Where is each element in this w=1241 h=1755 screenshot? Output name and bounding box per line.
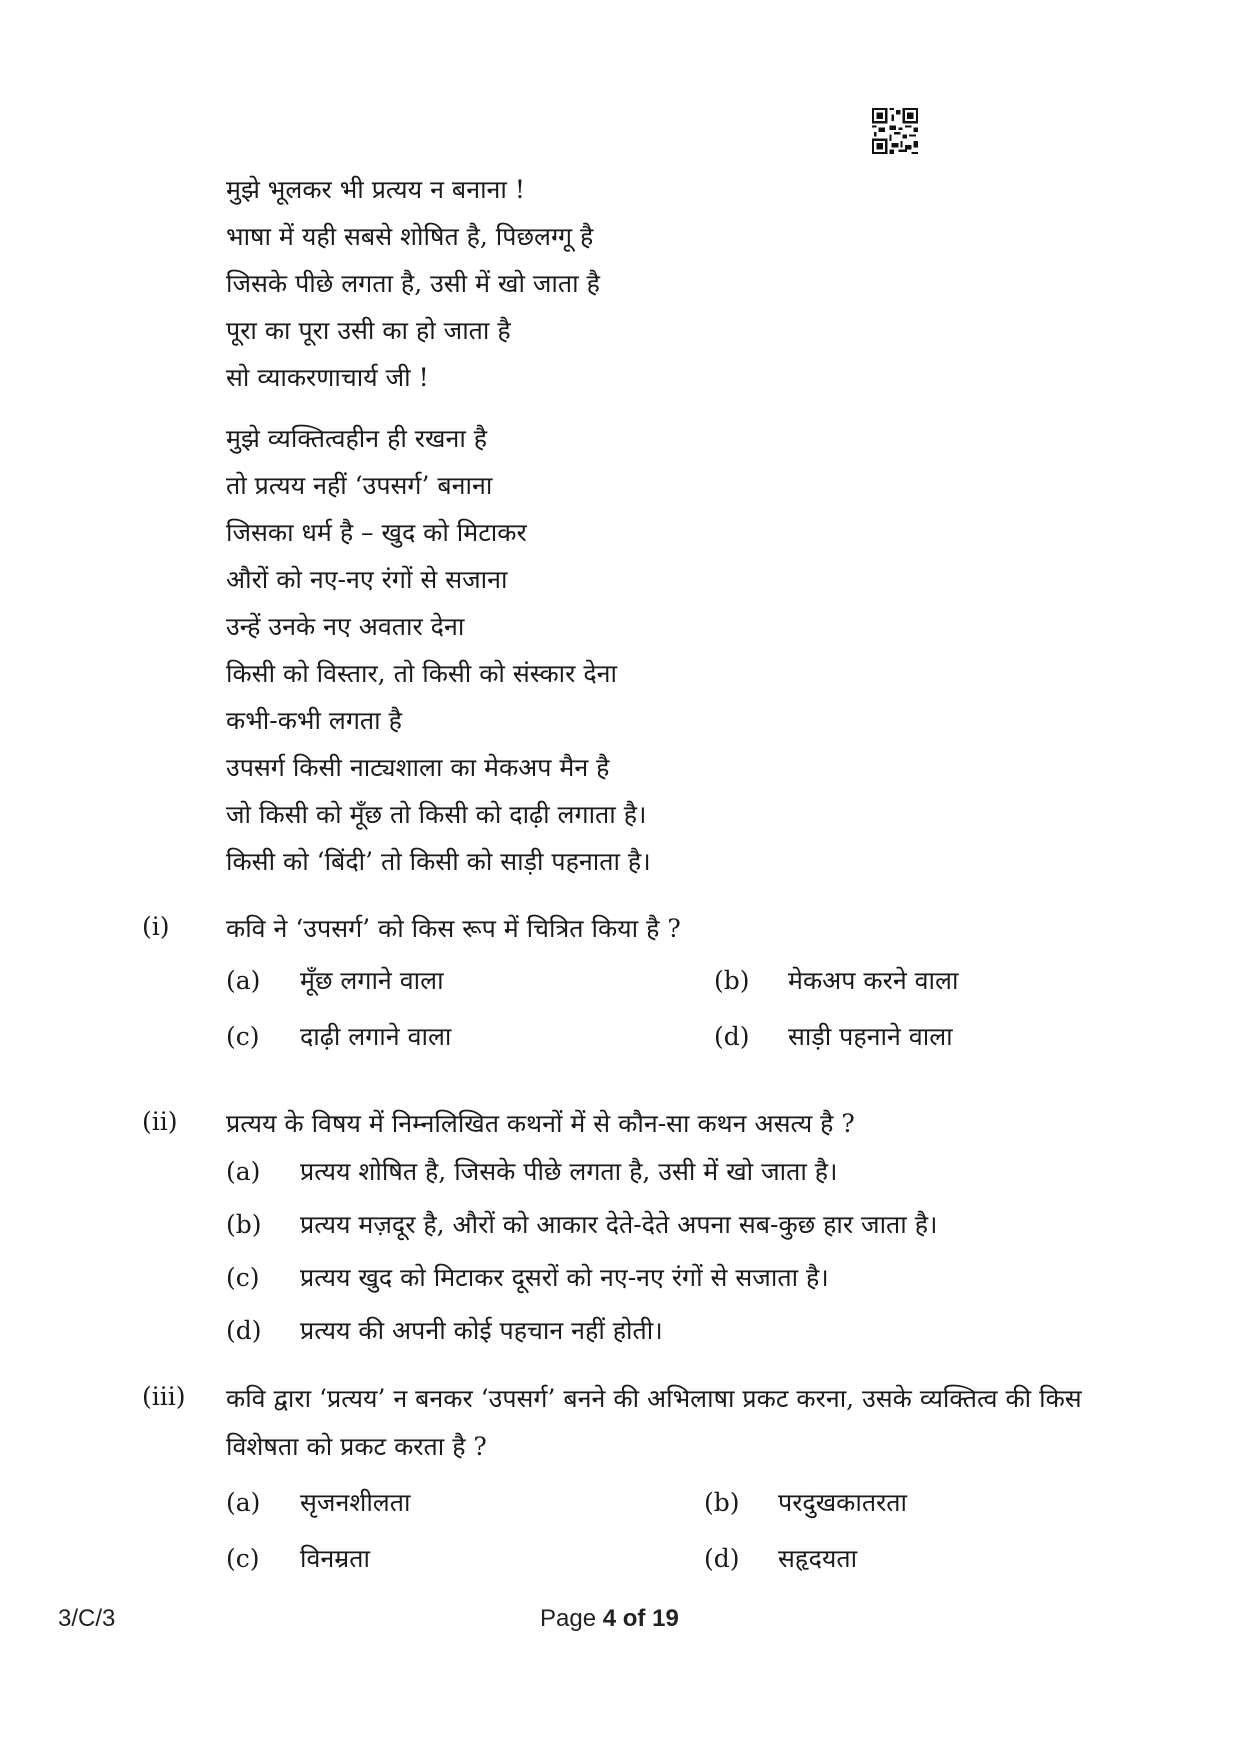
option-text: सहृदयता <box>778 1544 858 1573</box>
poem-stanza <box>226 166 986 401</box>
option-text: प्रत्यय मज़दूर है, औरों को आकार देते-देते अपना सब-कुछ हार जाता है। <box>300 1210 938 1239</box>
poem-line: तो प्रत्यय नहीं ‘उपसर्ग’ बनाना <box>226 471 493 500</box>
option-label: (d) <box>704 1544 740 1573</box>
option-label: (c) <box>226 1544 260 1573</box>
option-a[interactable] <box>0 1150 1241 1203</box>
option-c[interactable] <box>226 1537 370 1581</box>
poem-stanza <box>226 415 986 885</box>
page-of: of <box>622 1605 646 1632</box>
option-b[interactable] <box>0 1203 1241 1256</box>
page-indicator <box>540 1605 679 1633</box>
option-label: (a) <box>226 1488 261 1517</box>
option-text: प्रत्यय की अपनी कोई पहचान नहीं होती। <box>300 1316 663 1345</box>
option-c[interactable] <box>226 1015 451 1059</box>
option-text: परदुखकातरता <box>778 1488 908 1517</box>
page-total: 19 <box>652 1605 679 1632</box>
option-text: सृजनशीलता <box>300 1488 411 1517</box>
question-number: (iii) <box>142 1382 186 1411</box>
question-number: (i) <box>142 912 170 941</box>
option-b[interactable] <box>704 1481 907 1525</box>
option-d[interactable] <box>704 1537 857 1581</box>
option-text: दाढ़ी लगाने वाला <box>300 1022 452 1051</box>
option-a[interactable] <box>226 959 444 1003</box>
option-label: (b) <box>704 1488 740 1517</box>
poem-line: मुझे व्यक्तित्वहीन ही रखना है <box>226 424 488 453</box>
poem-line: भाषा में यही सबसे शोषित है, पिछलग्गू है <box>226 222 594 251</box>
option-label: (c) <box>226 1263 260 1292</box>
option-label: (a) <box>226 966 261 995</box>
paper-code: 3/C/3 <box>58 1605 116 1632</box>
option-d[interactable] <box>0 1309 1241 1362</box>
option-label: (b) <box>226 1210 262 1239</box>
poem-line: उन्हें उनके नए अवतार देना <box>226 612 465 641</box>
poem-passage <box>226 166 986 885</box>
poem-line: किसी को ‘बिंदी’ तो किसी को साड़ी पहनाता है। <box>226 847 651 876</box>
poem-line: पूरा का पूरा उसी का हो जाता है <box>226 316 511 345</box>
poem-line: किसी को विस्तार, तो किसी को संस्कार देना <box>226 659 617 688</box>
poem-line: उपसर्ग किसी नाट्यशाला का मेकअप मैन है <box>226 753 610 782</box>
question-text: प्रत्यय के विषय में निम्नलिखित कथनों में से कौन-सा कथन असत्य है ? <box>226 1109 855 1138</box>
qr-code-icon <box>872 108 918 154</box>
poem-line: सो व्याकरणाचार्य जी ! <box>226 363 429 392</box>
poem-line: कभी-कभी लगता है <box>226 706 402 735</box>
question-text: कवि ने ‘उपसर्ग’ को किस रूप में चित्रित किया है ? <box>226 914 681 943</box>
question-3 <box>0 1375 1241 1591</box>
option-label: (d) <box>226 1316 262 1345</box>
option-a[interactable] <box>226 1481 410 1525</box>
option-label: (a) <box>226 1157 261 1186</box>
question-1 <box>0 905 1241 1065</box>
option-text: प्रत्यय शोषित है, जिसके पीछे लगता है, उसी में खो जाता है। <box>300 1157 838 1186</box>
poem-line: औरों को नए-नए रंगों से सजाना <box>226 565 508 594</box>
option-c[interactable] <box>0 1256 1241 1309</box>
poem-line: मुझे भूलकर भी प्रत्यय न बनाना ! <box>226 175 525 204</box>
option-text: मेकअप करने वाला <box>788 966 959 995</box>
option-text: मूँछ लगाने वाला <box>300 966 444 995</box>
option-text: साड़ी पहनाने वाला <box>788 1022 953 1051</box>
poem-line: जिसका धर्म है – खुद को मिटाकर <box>226 518 527 547</box>
page-prefix: Page <box>540 1605 597 1632</box>
option-label: (b) <box>714 966 750 995</box>
page-current: 4 <box>602 1605 617 1632</box>
option-b[interactable] <box>714 959 958 1003</box>
poem-line: जो किसी को मूँछ तो किसी को दाढ़ी लगाता है। <box>226 800 647 829</box>
option-label: (d) <box>714 1022 750 1051</box>
option-text: प्रत्यय खुद को मिटाकर दूसरों को नए-नए रंगों से सजाता है। <box>300 1263 829 1292</box>
option-d[interactable] <box>714 1015 953 1059</box>
option-label: (c) <box>226 1022 260 1051</box>
poem-line: जिसके पीछे लगता है, उसी में खो जाता है <box>226 269 600 298</box>
question-2 <box>0 1100 1241 1362</box>
question-number: (ii) <box>142 1107 178 1136</box>
question-text: कवि द्वारा ‘प्रत्यय’ न बनकर ‘उपसर्ग’ बनने की अभिलाषा प्रकट करना, उसके व्यक्तित्व की किस विशेषता को प्रकट करता है ? <box>226 1384 1082 1461</box>
option-text: विनम्रता <box>300 1544 370 1573</box>
